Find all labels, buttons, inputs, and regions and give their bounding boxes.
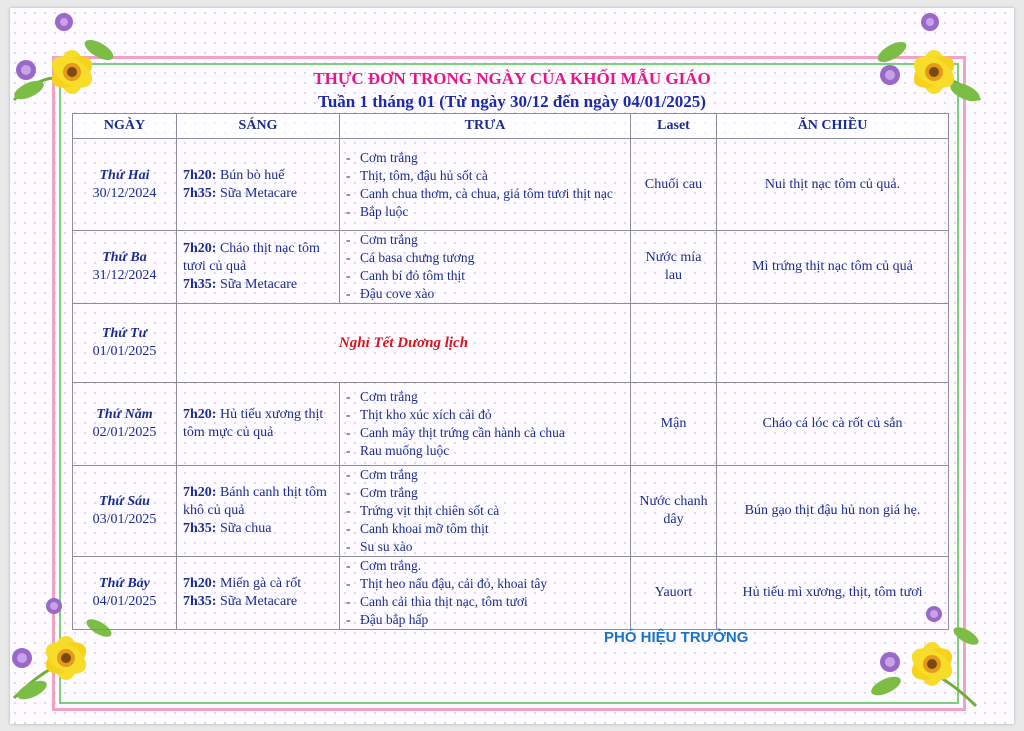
day-date: 31/12/2024 [92,268,157,283]
lunch-dish: Cá basa chưng tương [360,250,475,265]
afternoon-cell [717,383,949,466]
lunch-dish: Cơm trắng [360,232,418,247]
lunch-dish: Cơm trắng [360,467,418,482]
table-header-row [73,114,949,139]
lunch-item [346,575,624,593]
bullet-dash: - [346,612,351,627]
morning-dish: Cháo thịt nạc tôm tươi củ quả [183,241,320,274]
lunch-dish: Canh bí đỏ tôm thịt [360,268,466,283]
lunch-dish: Canh khoai mỡ tôm thịt [360,521,489,536]
morning-dish: Sữa Metacare [216,594,298,609]
header-day: NGÀY [73,114,177,139]
afternoon-item: Mì trứng thịt nạc tôm củ quả [752,259,913,274]
afternoon-item: Nui thịt nạc tôm củ quả. [764,176,901,192]
lunch-list [346,388,624,460]
afternoon-item: Cháo cá lóc cà rốt củ sắn [762,416,903,431]
bullet-dash: - [346,203,351,219]
lunch-cell [340,231,631,304]
morning-cell [177,557,340,630]
lunch-item [346,167,624,185]
lunch-dish: Cơm trắng [360,485,418,500]
bullet-dash: - [346,250,351,265]
morning-cell [177,466,340,557]
header-morning: SÁNG [177,114,340,139]
lunch-dish: Canh cải thìa thịt nạc, tôm tươi [360,594,528,609]
lunch-list [346,466,624,556]
page-title: THỰC ĐƠN TRONG NGÀY CỦA KHỐI MẪU GIÁO [313,69,711,88]
lunch-item [346,406,624,424]
lunch-dish: Thịt heo nấu đậu, cải đỏ, khoai tây [360,576,548,591]
lunch-item [346,484,624,502]
table-row [73,231,949,304]
afternoon-item: Hủ tiếu mì xương, thịt, tôm tươi [742,585,923,600]
lunch-dish: Su su xào [360,539,413,554]
day-cell [73,139,177,231]
bullet-dash: - [346,576,351,591]
morning-time: 7h35: [183,594,217,609]
day-cell [73,304,177,383]
bullet-dash: - [346,407,351,422]
bullet-dash: - [346,167,351,183]
afternoon-cell [717,139,949,231]
day-cell [73,557,177,630]
day-date: 30/12/2024 [92,185,157,201]
empty-cell [717,304,949,383]
morning-dish: Bún bò huế [216,167,285,183]
day-cell [73,231,177,304]
morning-item [183,167,333,185]
morning-time: 7h20: [183,407,217,422]
lunch-item [346,388,624,406]
lunch-dish: Đậu bắp hấp [360,612,429,627]
morning-item [183,185,333,203]
lunch-item [346,442,624,460]
lunch-cell [340,557,631,630]
lunch-item [346,285,624,303]
lunch-cell [340,466,631,557]
bullet-dash: - [346,558,351,573]
bullet-dash: - [346,467,351,482]
lunch-item [346,149,624,167]
morning-time: 7h35: [183,185,217,201]
day-date: 03/01/2025 [92,512,157,527]
lunch-item [346,538,624,556]
day-name: Thứ Tư [101,326,148,341]
morning-item [183,520,333,538]
bullet-dash: - [346,425,351,440]
day-date: 04/01/2025 [92,594,157,609]
lunch-dish: Canh mây thịt trứng cần hành cà chua [360,425,565,440]
afternoon-cell [717,466,949,557]
menu-table [72,113,949,630]
lunch-item [346,424,624,442]
lunch-item [346,520,624,538]
afternoon-item: Bún gạo thịt đậu hủ non giá hẹ. [744,503,921,518]
morning-item [183,575,333,593]
day-date: 01/01/2025 [92,344,157,359]
morning-time: 7h20: [183,485,217,500]
afternoon-cell [717,231,949,304]
holiday-label: Nghỉ Tết Dương lịch [338,334,469,351]
laset-cell [631,466,717,557]
lunch-cell [340,383,631,466]
table-row [73,466,949,557]
laset-item: Yauort [654,585,693,600]
lunch-dish: Thịt kho xúc xích cải đỏ [360,407,492,422]
morning-time: 7h20: [183,241,217,256]
lunch-dish: Cơm trắng. [360,558,422,573]
bullet-dash: - [346,286,351,301]
morning-dish: Sữa Metacare [216,185,298,201]
holiday-cell [177,304,631,383]
morning-time: 7h20: [183,576,217,591]
empty-cell [631,304,717,383]
day-name: Thứ Ba [102,250,147,265]
header-afternoon: ĂN CHIỀU [717,114,949,139]
bullet-dash: - [346,503,351,518]
table-row [73,304,949,383]
day-date: 02/01/2025 [92,425,157,440]
morning-time: 7h20: [183,167,217,183]
day-cell [73,383,177,466]
lunch-item [346,502,624,520]
lunch-dish: Đậu cove xào [360,286,435,301]
lunch-item [346,249,624,267]
bullet-dash: - [346,594,351,609]
lunch-item [346,231,624,249]
lunch-dish: Rau muống luộc [360,443,450,458]
table-row [73,557,949,630]
lunch-dish: Canh chua thơm, cà chua, giá tôm tươi thịt nạc [360,185,613,201]
bullet-dash: - [346,539,351,554]
laset-cell [631,139,717,231]
lunch-dish: Bắp luộc [360,203,409,219]
morning-item [183,484,333,520]
table-row [73,139,949,231]
bullet-dash: - [346,149,351,165]
day-name: Thứ Sáu [99,494,150,509]
laset-cell [631,231,717,304]
lunch-item [346,611,624,629]
morning-time: 7h35: [183,521,217,536]
day-name: Thứ Bảy [99,576,150,591]
lunch-list [346,231,624,303]
bullet-dash: - [346,268,351,283]
morning-item [183,240,333,276]
laset-item: Nước chanh dây [639,494,708,527]
morning-item [183,276,333,294]
bullet-dash: - [346,443,351,458]
lunch-item [346,466,624,484]
day-cell [73,466,177,557]
lunch-list [346,149,624,221]
day-name: Thứ Năm [96,407,153,422]
morning-time: 7h35: [183,277,217,292]
lunch-list [346,557,624,629]
morning-dish: Sữa Metacare [216,277,298,292]
lunch-dish: Cơm trắng [360,149,418,165]
laset-item: Chuối cau [644,176,703,192]
lunch-item [346,203,624,221]
laset-item: Nước mía lau [645,250,702,283]
morning-cell [177,139,340,231]
morning-cell [177,231,340,304]
header-laset: Laset [631,114,717,139]
lunch-dish: Trứng vịt thịt chiên sốt cà [360,503,500,518]
lunch-dish: Thịt, tôm, đậu hủ sốt cà [360,167,488,183]
bullet-dash: - [346,389,351,404]
laset-cell [631,383,717,466]
lunch-item [346,557,624,575]
laset-cell [631,557,717,630]
header-lunch: TRƯA [340,114,631,139]
bullet-dash: - [346,185,351,201]
laset-item: Mận [660,416,687,431]
lunch-dish: Cơm trắng [360,389,418,404]
morning-dish: Miến gà cà rốt [216,576,302,591]
table-row [73,383,949,466]
morning-cell [177,383,340,466]
afternoon-cell [717,557,949,630]
morning-dish: Hủ tiếu xương thịt tôm mực củ quả [183,407,324,440]
morning-dish: Bánh canh thịt tôm khô củ quả [183,485,327,518]
lunch-item [346,593,624,611]
page-subtitle: Tuần 1 tháng 01 (Từ ngày 30/12 đến ngày 04/01/2025) [318,92,706,111]
bullet-dash: - [346,232,351,247]
lunch-item [346,267,624,285]
morning-dish: Sữa chua [216,521,272,536]
lunch-item [346,185,624,203]
morning-item [183,593,333,611]
bullet-dash: - [346,521,351,536]
morning-item [183,406,333,442]
signature-label: PHÓ HIỆU TRƯỞNG [604,629,749,646]
day-name: Thứ Hai [99,167,150,183]
bullet-dash: - [346,485,351,500]
lunch-cell [340,139,631,231]
